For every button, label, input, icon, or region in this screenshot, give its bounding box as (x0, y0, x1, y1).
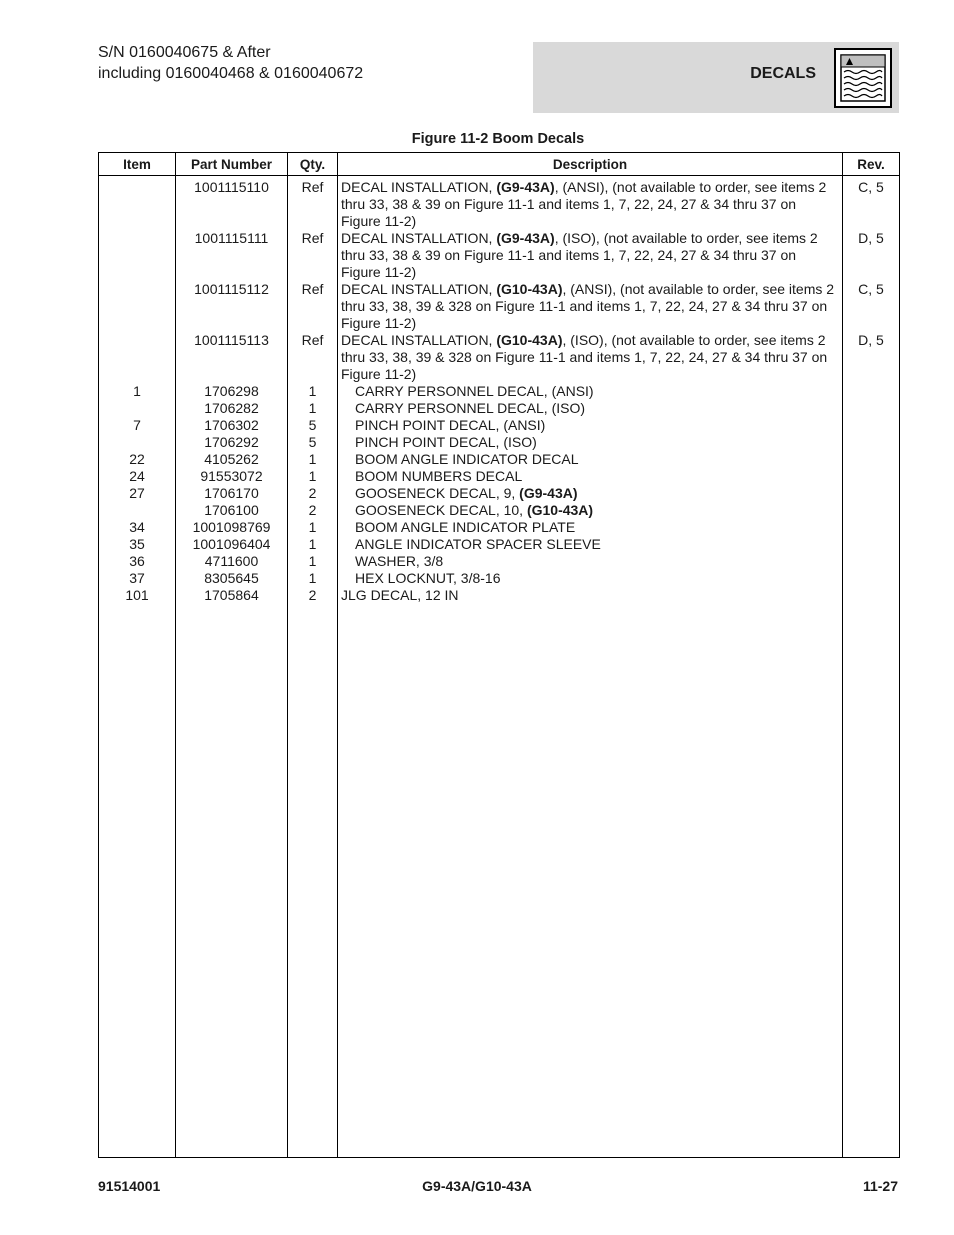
item-cell: 1 (99, 383, 176, 400)
rev-cell (843, 587, 900, 604)
figure-title: Figure 11-2 Boom Decals (411, 131, 585, 147)
rev-cell: C, 5 (843, 281, 900, 332)
description-text: WASHER, 3/8 (355, 553, 444, 569)
qty-cell: Ref (288, 230, 338, 281)
rev-cell (843, 519, 900, 536)
rev-cell (843, 383, 900, 400)
description-text: GOOSENECK DECAL, 9, (355, 485, 520, 501)
qty-cell: 1 (288, 383, 338, 400)
rev-cell (843, 553, 900, 570)
description-text: DECAL INSTALLATION, (341, 281, 497, 297)
table-row (99, 230, 900, 281)
description-text: PINCH POINT DECAL, (ISO) (355, 434, 537, 450)
description-text: DECAL INSTALLATION, (341, 179, 497, 195)
qty-cell: 1 (288, 553, 338, 570)
model-designation: (G10-43A) (526, 502, 594, 518)
qty-cell: 1 (288, 451, 338, 468)
rev-cell (843, 417, 900, 434)
description-text-continued: , (ISO), (not available to order, see items 2 thru 33, 38, 39 & 328 on Figure 11-1 and items 1, 7, 22, 24, 27 & 34 thru 37 on Figure 11-2) (341, 332, 828, 382)
item-cell (99, 434, 176, 451)
part-number-cell: 1706282 (176, 400, 288, 417)
decal-sign-icon (834, 48, 892, 108)
empty-cell (843, 604, 900, 1158)
description-cell (338, 468, 843, 485)
part-number-cell: 1706292 (176, 434, 288, 451)
qty-cell: 2 (288, 485, 338, 502)
item-cell: 34 (99, 519, 176, 536)
description-cell (338, 587, 843, 604)
item-cell (99, 400, 176, 417)
description-cell (338, 417, 843, 434)
description-text: BOOM ANGLE INDICATOR DECAL (355, 451, 579, 467)
part-number-cell: 8305645 (176, 570, 288, 587)
part-number-cell: 1001096404 (176, 536, 288, 553)
table-row (99, 536, 900, 553)
part-number-cell: 1706302 (176, 417, 288, 434)
table-row (99, 176, 900, 231)
column-header-rev: Rev. (843, 153, 900, 176)
description-cell (338, 451, 843, 468)
part-number-cell: 1001098769 (176, 519, 288, 536)
description-cell (338, 434, 843, 451)
description-text: DECAL INSTALLATION, (341, 332, 497, 348)
part-number-cell: 91553072 (176, 468, 288, 485)
section-title: DECALS (750, 65, 816, 82)
description-cell (338, 485, 843, 502)
table-row (99, 570, 900, 587)
part-number-cell: 1705864 (176, 587, 288, 604)
model-designation: (G10-43A) (496, 281, 563, 297)
description-cell (338, 281, 843, 332)
description-text: BOOM NUMBERS DECAL (355, 468, 523, 484)
qty-cell: Ref (288, 332, 338, 383)
footer-page-number: 11-27 (862, 1178, 898, 1194)
description-text: DECAL INSTALLATION, (341, 230, 497, 246)
qty-cell: 2 (288, 502, 338, 519)
part-number-cell: 1706298 (176, 383, 288, 400)
parts-table (98, 152, 900, 1158)
item-cell (99, 502, 176, 519)
qty-cell: 1 (288, 400, 338, 417)
table-row (99, 468, 900, 485)
serial-number-block (98, 42, 363, 84)
description-text: JLG DECAL, 12 IN (341, 587, 459, 603)
item-cell: 35 (99, 536, 176, 553)
description-text: BOOM ANGLE INDICATOR PLATE (355, 519, 576, 535)
description-text: HEX LOCKNUT, 3/8-16 (355, 570, 501, 586)
item-cell: 22 (99, 451, 176, 468)
description-cell (338, 553, 843, 570)
part-number-cell: 4105262 (176, 451, 288, 468)
part-number-cell: 4711600 (176, 553, 288, 570)
qty-cell: Ref (288, 176, 338, 231)
item-cell: 36 (99, 553, 176, 570)
description-cell (338, 332, 843, 383)
empty-cell (176, 604, 288, 1158)
description-cell (338, 230, 843, 281)
description-cell (338, 502, 843, 519)
model-designation: (G9-43A) (496, 179, 555, 195)
qty-cell: 1 (288, 536, 338, 553)
serial-line-2: including 0160040468 & 0160040672 (98, 65, 364, 82)
table-row (99, 400, 900, 417)
table-row (99, 553, 900, 570)
empty-cell (338, 604, 843, 1158)
rev-cell (843, 536, 900, 553)
qty-cell: 1 (288, 468, 338, 485)
item-cell: 101 (99, 587, 176, 604)
table-row (99, 502, 900, 519)
item-cell (99, 176, 176, 231)
table-row (99, 519, 900, 536)
table-row (99, 451, 900, 468)
table-row (99, 417, 900, 434)
qty-cell: 1 (288, 570, 338, 587)
footer-doc-number: 91514001 (98, 1178, 161, 1194)
serial-line-1: S/N 0160040675 & After (98, 44, 271, 61)
part-number-cell: 1001115112 (176, 281, 288, 332)
rev-cell: C, 5 (843, 176, 900, 231)
rev-cell (843, 451, 900, 468)
table-row (99, 587, 900, 604)
description-text: PINCH POINT DECAL, (ANSI) (355, 417, 546, 433)
description-text: CARRY PERSONNEL DECAL, (ANSI) (355, 383, 594, 399)
rev-cell (843, 502, 900, 519)
description-text: CARRY PERSONNEL DECAL, (ISO) (355, 400, 586, 416)
table-row (99, 281, 900, 332)
part-number-cell: 1706170 (176, 485, 288, 502)
model-designation: (G10-43A) (496, 332, 563, 348)
column-header-part-number: Part Number (176, 153, 288, 176)
qty-cell: 1 (288, 519, 338, 536)
rev-cell (843, 570, 900, 587)
table-filler-row (99, 604, 900, 1158)
table-header-row (99, 153, 900, 176)
description-cell (338, 519, 843, 536)
rev-cell (843, 434, 900, 451)
description-cell (338, 570, 843, 587)
empty-cell (288, 604, 338, 1158)
item-cell: 27 (99, 485, 176, 502)
rev-cell: D, 5 (843, 230, 900, 281)
description-text: ANGLE INDICATOR SPACER SLEEVE (355, 536, 601, 552)
rev-cell (843, 468, 900, 485)
description-cell (338, 383, 843, 400)
qty-cell: 2 (288, 587, 338, 604)
part-number-cell: 1706100 (176, 502, 288, 519)
footer-model: G9-43A/G10-43A (422, 1178, 532, 1194)
item-cell: 24 (99, 468, 176, 485)
table-row (99, 485, 900, 502)
rev-cell (843, 485, 900, 502)
item-cell: 7 (99, 417, 176, 434)
table-row (99, 383, 900, 400)
model-designation: (G9-43A) (519, 485, 578, 501)
description-text-continued: , (ISO), (not available to order, see items 2 thru 33, 38 & 39 on Figure 11-1 and items 1, 7, 22, 24, 27 & 34 thru 37 on Figure 11-2) (341, 230, 818, 280)
table-row (99, 434, 900, 451)
description-cell (338, 176, 843, 231)
section-banner (533, 42, 899, 113)
rev-cell: D, 5 (843, 332, 900, 383)
column-header-description: Description (338, 153, 843, 176)
empty-cell (99, 604, 176, 1158)
description-text-continued: , (ANSI), (not available to order, see items 2 thru 33, 38 & 39 on Figure 11-1 and items 1, 7, 22, 24, 27 & 34 thru 37 on Figure 11-2) (341, 179, 827, 229)
description-text: GOOSENECK DECAL, 10, (355, 502, 527, 518)
item-cell (99, 281, 176, 332)
qty-cell: 5 (288, 434, 338, 451)
description-cell (338, 400, 843, 417)
qty-cell: Ref (288, 281, 338, 332)
part-number-cell: 1001115111 (176, 230, 288, 281)
rev-cell (843, 400, 900, 417)
item-cell (99, 230, 176, 281)
qty-cell: 5 (288, 417, 338, 434)
column-header-qty: Qty. (288, 153, 338, 176)
item-cell (99, 332, 176, 383)
part-number-cell: 1001115110 (176, 176, 288, 231)
table-row (99, 332, 900, 383)
part-number-cell: 1001115113 (176, 332, 288, 383)
description-cell (338, 536, 843, 553)
model-designation: (G9-43A) (496, 230, 555, 246)
description-text-continued: , (ANSI), (not available to order, see items 2 thru 33, 38, 39 & 328 on Figure 11-1 and items 1, 7, 22, 24, 27 & 34 thru 37 on Figure 11-2) (341, 281, 835, 331)
column-header-item: Item (99, 153, 176, 176)
item-cell: 37 (99, 570, 176, 587)
